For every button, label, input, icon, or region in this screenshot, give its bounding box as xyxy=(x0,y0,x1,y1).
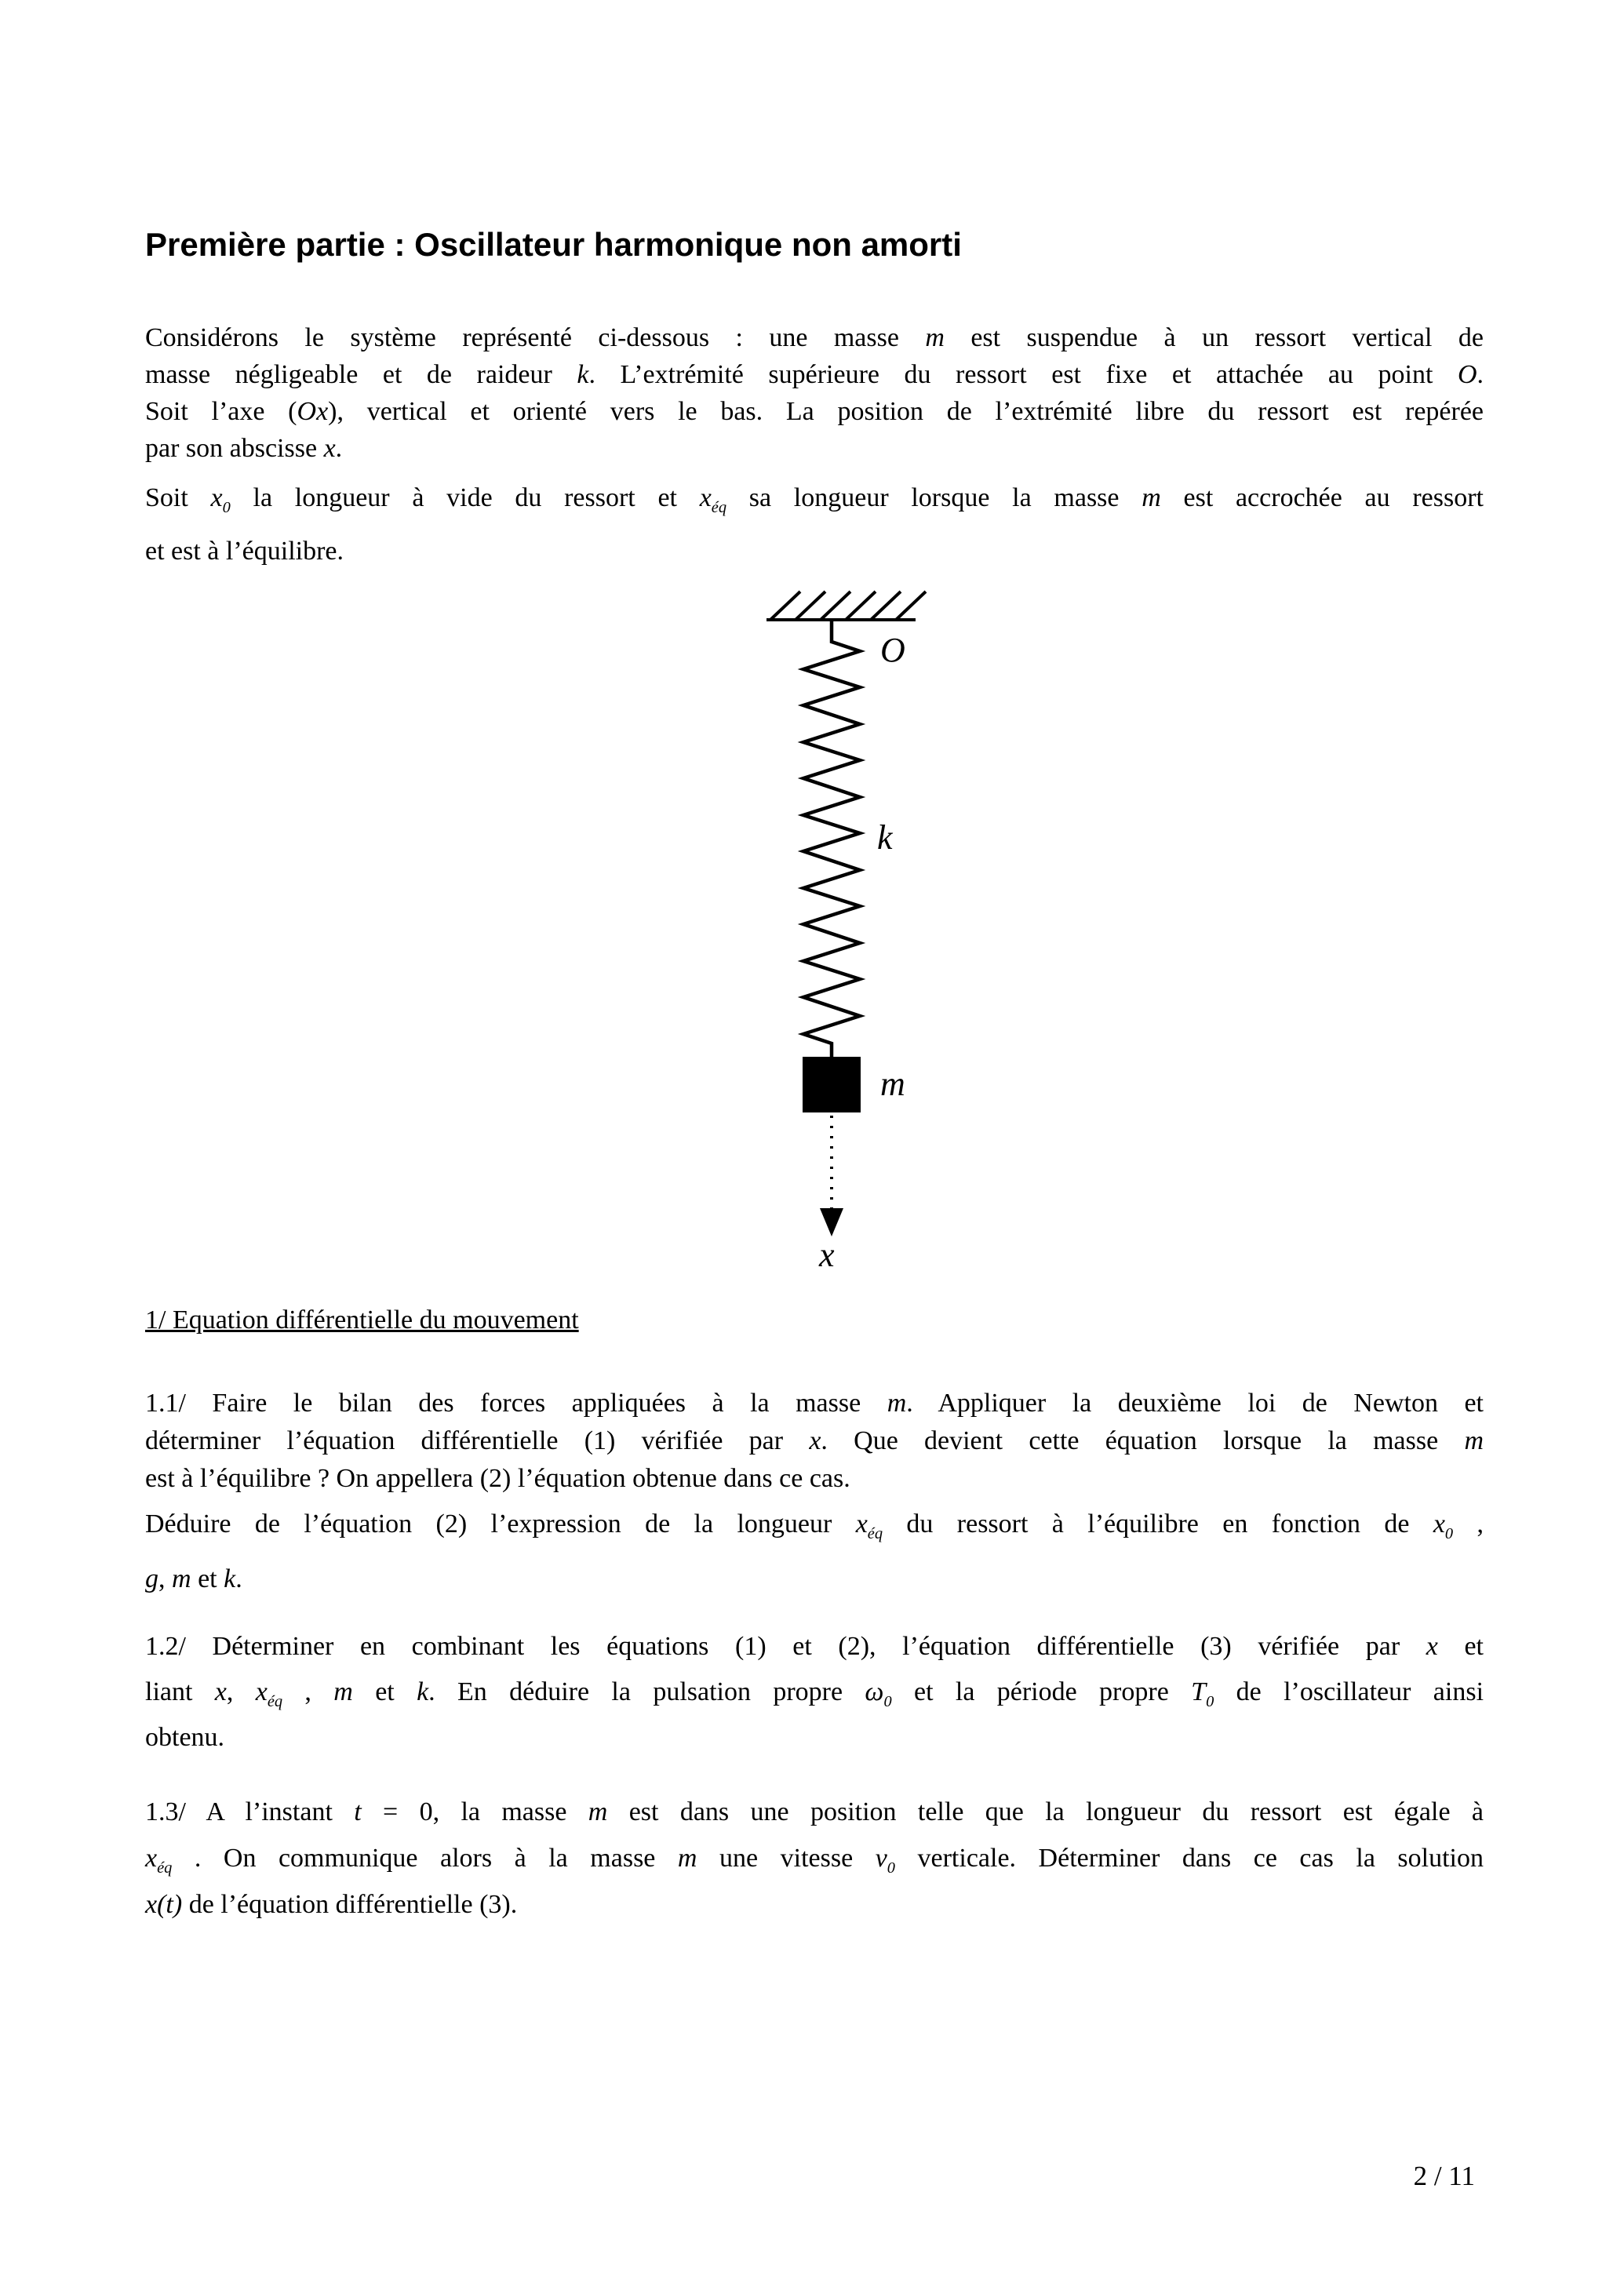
paragraph-question-1-3 xyxy=(145,1789,1484,1928)
math-variable: x xyxy=(214,1677,227,1706)
ceiling-hatch xyxy=(846,592,876,620)
text-run: est suspendue à un ressort vertical de xyxy=(944,323,1484,352)
text-run: et xyxy=(352,1677,417,1706)
math-variable: x xyxy=(255,1677,268,1706)
math-variable: k xyxy=(224,1564,236,1593)
math-variable: k xyxy=(417,1677,429,1706)
page-title: Première partie : Oscillateur harmonique non amorti xyxy=(145,226,962,263)
mass-label: m xyxy=(880,1065,905,1103)
text-run: verticale. Déterminer dans ce cas la solution xyxy=(894,1844,1484,1873)
text-run: est accrochée au ressort xyxy=(1160,483,1484,512)
math-variable: x xyxy=(1426,1632,1438,1661)
math-subscript: 0 xyxy=(222,498,231,516)
axis-arrowhead xyxy=(820,1208,843,1236)
axis-label: x xyxy=(819,1236,835,1274)
math-subscript: éq xyxy=(711,498,727,516)
text-run: . xyxy=(335,434,343,463)
text-run: . L’extrémité supérieure du ressort est fixe et attachée au point xyxy=(588,360,1458,389)
text-run: Déduire de l’équation (2) l’expression de la longueur xyxy=(145,1509,856,1538)
text-run: Soit l’axe ( xyxy=(145,397,297,426)
text-line xyxy=(145,1385,1484,1422)
text-run: 1.1/ Faire le bilan des forces appliquées à la masse xyxy=(145,1389,887,1418)
ceiling-hatch xyxy=(796,592,825,620)
section-heading: 1/ Equation différentielle du mouvement xyxy=(145,1305,579,1335)
ceiling-hatch xyxy=(871,592,901,620)
math-subscript: éq xyxy=(867,1524,883,1542)
text-line xyxy=(145,1624,1484,1670)
math-variable: m xyxy=(1464,1426,1484,1455)
text-run: de l’équation différentielle (3). xyxy=(182,1890,518,1919)
text-line xyxy=(145,393,1484,430)
math-subscript: éq xyxy=(267,1692,283,1710)
text-line xyxy=(145,356,1484,393)
text-line xyxy=(145,1670,1484,1715)
math-variable: O xyxy=(1457,360,1477,389)
text-run: . Appliquer la deuxième loi de Newton et xyxy=(906,1389,1484,1418)
ceiling-hatch xyxy=(896,592,926,620)
text-line xyxy=(145,1715,1484,1761)
text-line xyxy=(145,430,1484,467)
text-run: sa longueur lorsque la masse xyxy=(726,483,1142,512)
text-line xyxy=(145,319,1484,356)
paragraph-question-1-1b xyxy=(145,1497,1484,1607)
text-line xyxy=(145,1881,1484,1928)
mass-block xyxy=(803,1057,861,1112)
math-variable: m xyxy=(925,323,945,352)
math-variable: x(t) xyxy=(145,1890,183,1919)
text-line xyxy=(145,472,1484,525)
paragraph-question-1-2 xyxy=(145,1624,1484,1761)
page-number: 2 / 11 xyxy=(1413,2161,1475,2191)
text-line xyxy=(145,1422,1484,1460)
text-run: et xyxy=(1437,1632,1484,1661)
text-run: et xyxy=(191,1564,224,1593)
text-run: . On communique alors à la masse xyxy=(172,1844,678,1873)
text-run: Soit xyxy=(145,483,211,512)
text-run: ), vertical et orienté vers le bas. La position de l’extrémité libre du ressort est repérée xyxy=(328,397,1484,426)
text-run: masse négligeable et de raideur xyxy=(145,360,577,389)
text-run: . xyxy=(235,1564,242,1593)
text-line xyxy=(145,1835,1484,1881)
math-subscript: 0 xyxy=(887,1859,895,1877)
text-run: . En déduire la pulsation propre xyxy=(428,1677,865,1706)
math-variable: x xyxy=(323,434,336,463)
text-run: du ressort à l’équilibre en fonction de xyxy=(883,1509,1433,1538)
math-variable: x xyxy=(855,1509,868,1538)
math-subscript: 0 xyxy=(1206,1692,1214,1710)
origin-label: O xyxy=(880,631,905,669)
paragraph-question-1-1 xyxy=(145,1385,1484,1498)
text-run: obtenu. xyxy=(145,1723,225,1752)
math-variable: t xyxy=(354,1797,362,1826)
math-variable: ω xyxy=(865,1677,884,1706)
text-run: est à l’équilibre ? On appellera (2) l’équation obtenue dans ce cas. xyxy=(145,1464,850,1493)
text-line xyxy=(145,1789,1484,1835)
math-variable: m xyxy=(172,1564,191,1593)
text-line xyxy=(145,525,1484,578)
text-run: et la période propre xyxy=(891,1677,1192,1706)
spring-coil xyxy=(803,620,860,1057)
text-run: , xyxy=(282,1677,334,1706)
text-run: , xyxy=(158,1564,172,1593)
paragraph-intro xyxy=(145,319,1484,467)
ceiling-support xyxy=(766,592,926,620)
text-line xyxy=(145,1460,1484,1498)
text-run: . Que devient cette équation lorsque la masse xyxy=(821,1426,1465,1455)
text-run: , xyxy=(1453,1509,1484,1538)
text-run: la longueur à vide du ressort et xyxy=(230,483,700,512)
math-variable: m xyxy=(333,1677,353,1706)
math-variable: k xyxy=(577,360,589,389)
text-run: 1.3/ A l’instant xyxy=(145,1797,355,1826)
math-variable: T xyxy=(1191,1677,1207,1706)
math-subscript: 0 xyxy=(1444,1524,1454,1542)
stiffness-label: k xyxy=(877,818,893,857)
math-variable: x xyxy=(699,483,712,512)
spring-mass-figure xyxy=(706,581,1020,1291)
spring-diagram xyxy=(706,581,1020,1287)
math-variable: v xyxy=(875,1844,887,1873)
text-run: Considérons le système représenté ci-dessous : une masse xyxy=(145,323,926,352)
paragraph-definitions xyxy=(145,472,1484,578)
text-run: = 0, la masse xyxy=(361,1797,588,1826)
math-variable: x xyxy=(145,1844,158,1873)
ceiling-hatch xyxy=(821,592,850,620)
math-variable: Ox xyxy=(297,397,329,426)
math-variable: m xyxy=(887,1389,907,1418)
text-run: . xyxy=(1477,360,1484,389)
text-run: par son abscisse xyxy=(145,434,324,463)
text-run: 1.2/ Déterminer en combinant les équations (1) et (2), l’équation différentielle (3) vérifiée par xyxy=(145,1632,1426,1661)
text-run: et est à l’équilibre. xyxy=(145,537,344,566)
math-variable: g xyxy=(145,1564,158,1593)
text-line xyxy=(145,1497,1484,1552)
math-variable: m xyxy=(588,1797,608,1826)
math-variable: x xyxy=(1433,1509,1445,1538)
text-run: de l’oscillateur ainsi xyxy=(1214,1677,1484,1706)
text-run: déterminer l’équation différentielle (1) vérifiée par xyxy=(145,1426,810,1455)
text-run: liant xyxy=(145,1677,215,1706)
text-run: une vitesse xyxy=(697,1844,876,1873)
text-run: est dans une position telle que la longueur du ressort est égale à xyxy=(607,1797,1484,1826)
math-variable: x xyxy=(809,1426,821,1455)
math-variable: m xyxy=(1142,483,1161,512)
ceiling-hatch xyxy=(770,592,800,620)
math-subscript: 0 xyxy=(883,1692,892,1710)
math-variable: m xyxy=(677,1844,697,1873)
math-subscript: éq xyxy=(157,1859,173,1877)
text-run: , xyxy=(226,1677,256,1706)
text-line xyxy=(145,1552,1484,1607)
math-variable: x xyxy=(210,483,223,512)
